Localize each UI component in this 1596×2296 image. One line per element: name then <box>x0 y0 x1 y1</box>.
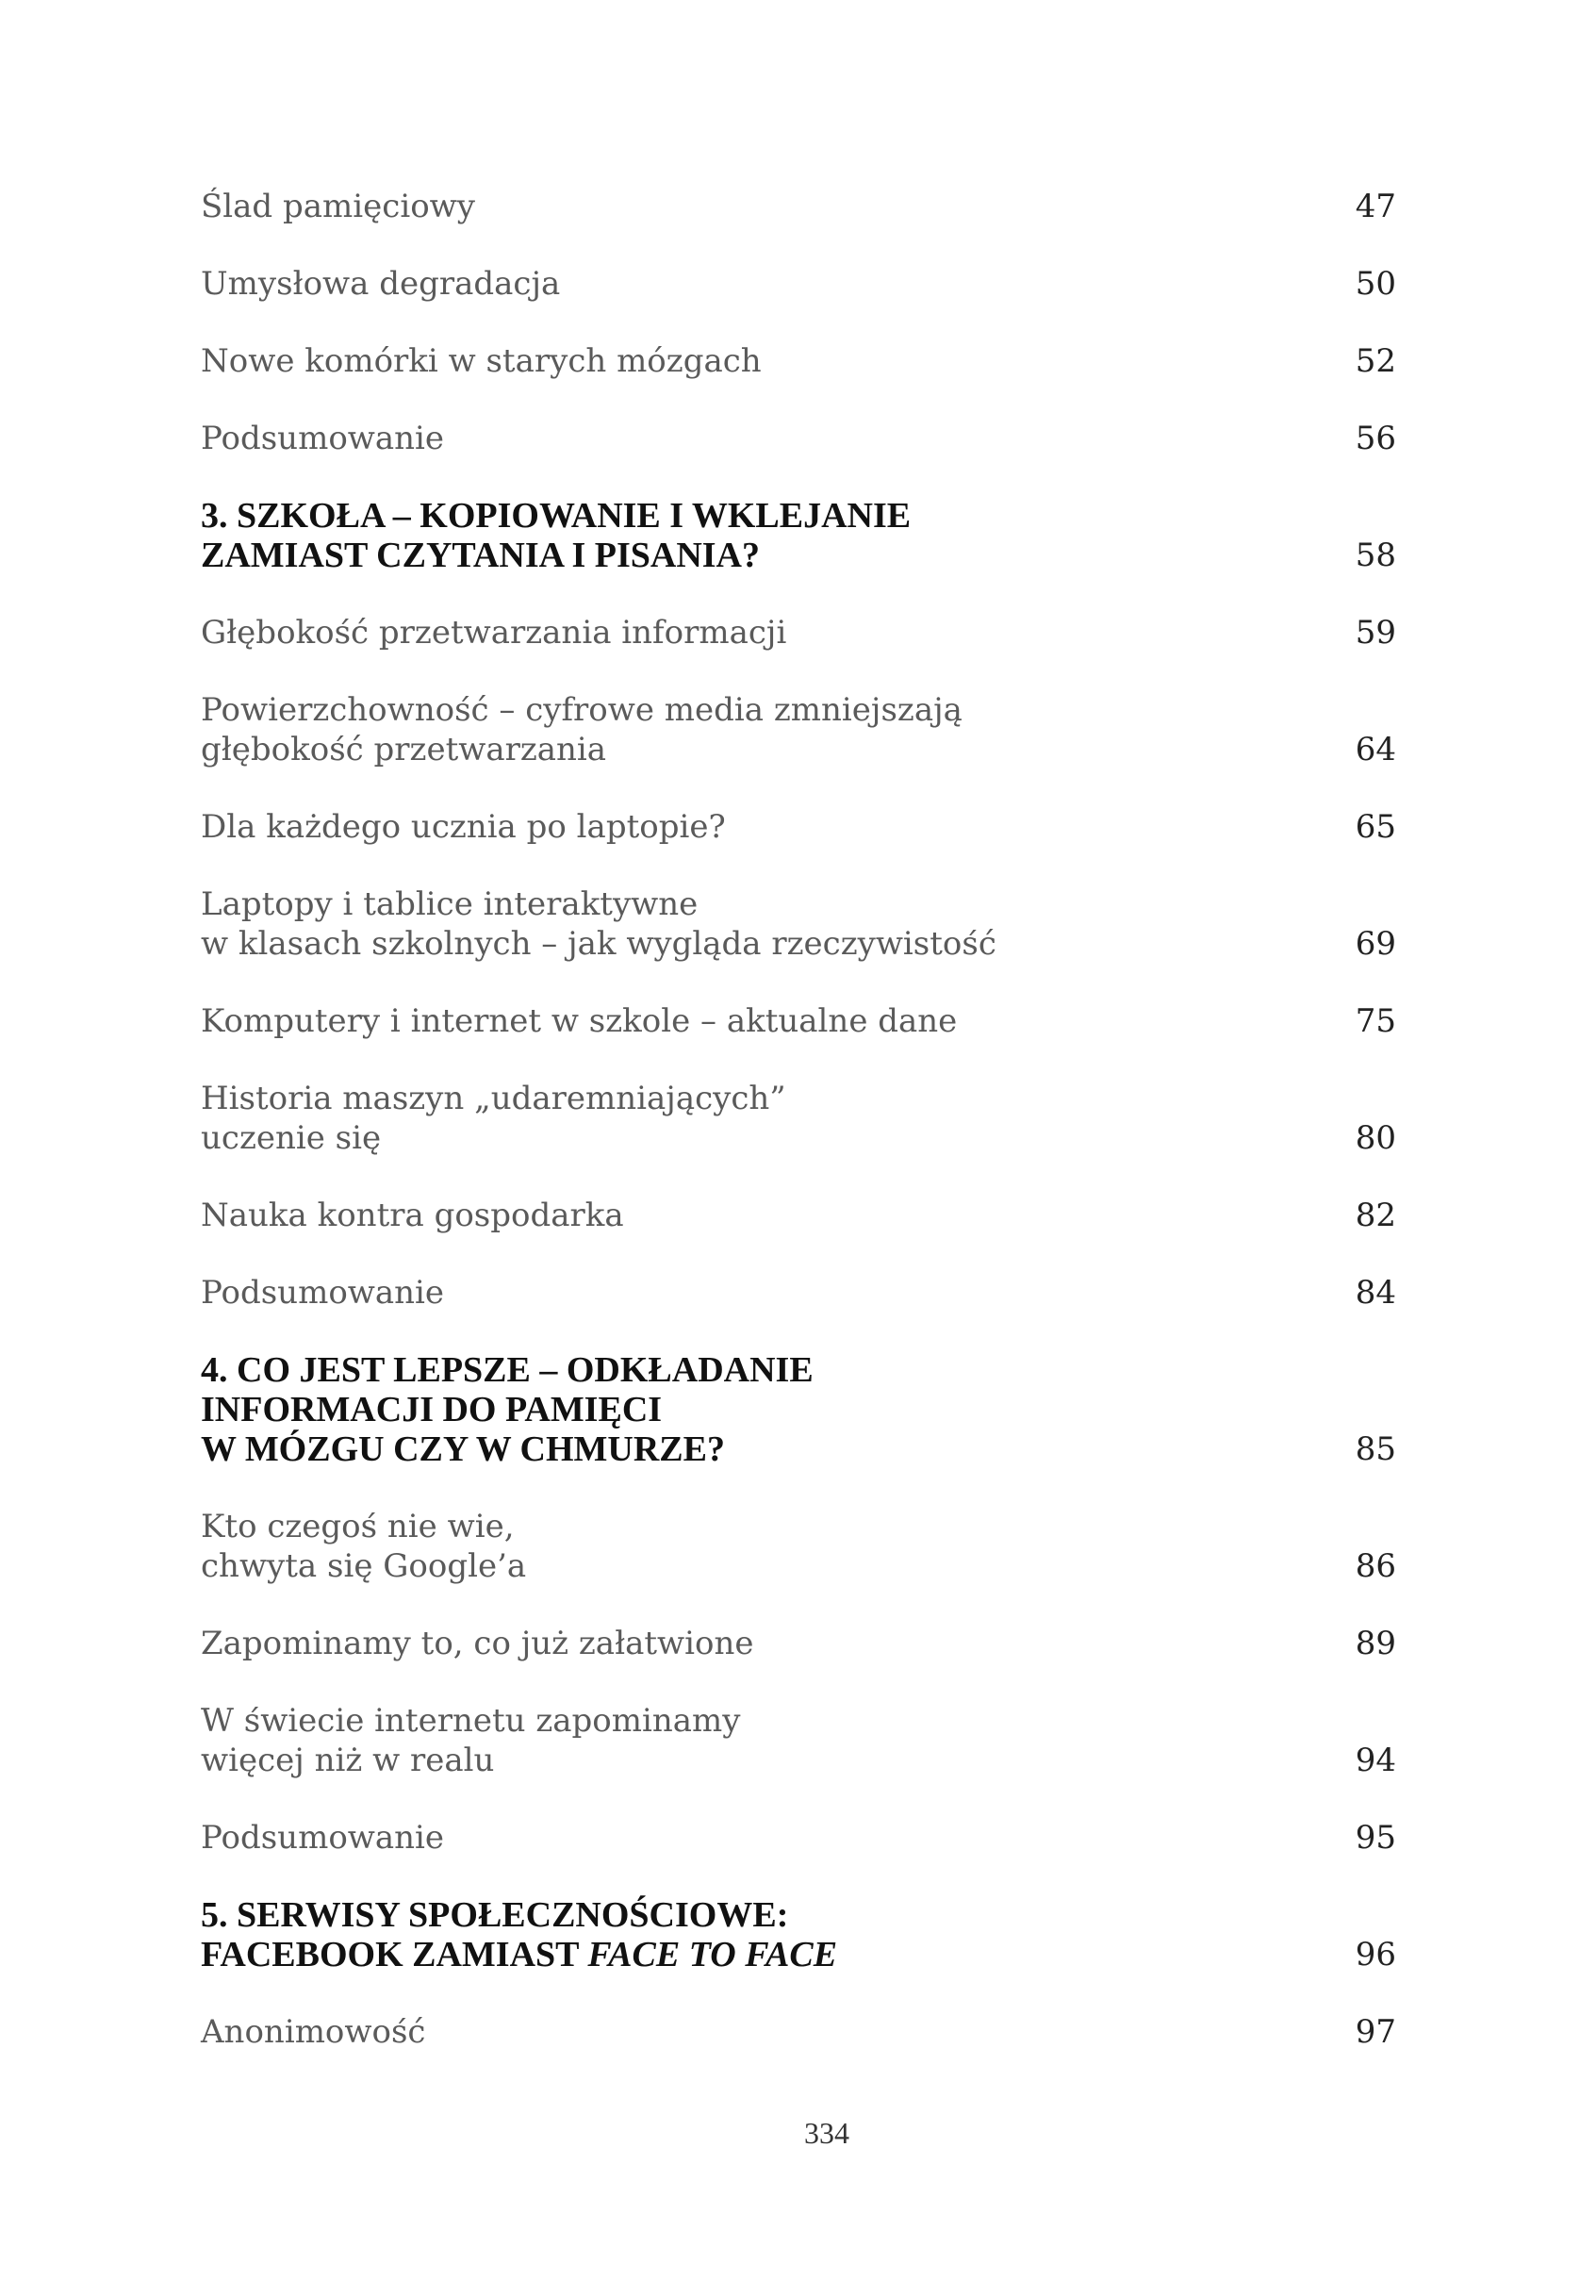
italic-phrase: FACE TO FACE <box>587 1935 838 1974</box>
toc-entry <box>201 1624 1396 1663</box>
toc-entry-title-line: chwyta się Google’a <box>201 1547 527 1585</box>
toc-entry <box>201 1701 1396 1780</box>
toc-entry-title-line: Zapominamy to, co już załatwione <box>201 1625 754 1662</box>
toc-entry-title-line: uczenie się <box>201 1119 382 1157</box>
toc-entry <box>201 1001 1396 1041</box>
toc-entry-title <box>201 1507 526 1586</box>
toc-entry-title-line: Powierzchowność – cyfrowe media zmniejszają <box>201 691 963 729</box>
toc-entry-title <box>201 690 963 769</box>
toc-entry-title <box>201 1079 786 1158</box>
toc-entry-title <box>201 1701 741 1780</box>
toc-entry <box>201 341 1396 381</box>
toc-entry-title-line: w klasach szkolnych – jak wygląda rzeczywistość <box>201 925 996 963</box>
toc-entry-page: 64 <box>1355 731 1396 768</box>
toc-entry-title <box>201 613 786 652</box>
toc-entry-title <box>201 1818 444 1858</box>
toc-entry <box>201 187 1396 226</box>
toc-entry <box>201 1818 1396 1858</box>
toc-entry-title-line: Komputery i internet w szkole – aktualne dane <box>201 1002 958 1040</box>
toc-entry-page: 84 <box>1355 1274 1396 1312</box>
page-number: 334 <box>804 2116 849 2150</box>
toc-entry <box>201 2012 1396 2052</box>
toc-entry-title-line: INFORMACJI DO PAMIĘCI <box>201 1390 663 1429</box>
toc-entry-title-line: ZAMIAST CZYTANIA I PISANIA? <box>201 536 760 575</box>
toc-entry-page: 94 <box>1355 1742 1396 1779</box>
toc-entry-title-line: Umysłowa degradacja <box>201 265 561 303</box>
toc-entry-title <box>201 419 444 458</box>
toc-entry-title <box>201 1001 957 1041</box>
toc-entry-title-line: Laptopy i tablice interaktywne <box>201 885 699 923</box>
toc-entry-title-line: więcej niż w realu <box>201 1742 495 1779</box>
toc-entry-page: 75 <box>1355 1002 1396 1040</box>
toc-entry <box>201 807 1396 847</box>
toc-entry <box>201 1079 1396 1158</box>
toc-entry-page: 86 <box>1355 1547 1396 1585</box>
toc-entry <box>201 1507 1396 1586</box>
toc-entry <box>201 884 1396 964</box>
toc-entry-title <box>201 264 560 304</box>
toc-entry-title <box>201 2012 425 2052</box>
toc-entry-page: 56 <box>1355 420 1396 457</box>
toc-chapter-entry <box>201 1895 1396 1974</box>
toc-entry-title-line: głębokość przetwarzania <box>201 731 607 768</box>
toc-entry-title <box>201 1350 814 1469</box>
toc-entry <box>201 264 1396 304</box>
toc-entry-page: 52 <box>1355 342 1396 380</box>
toc-entry-title-line: Podsumowanie <box>201 420 445 457</box>
toc-entry-page: 85 <box>1355 1430 1396 1468</box>
toc-entry-page: 65 <box>1355 808 1396 846</box>
toc-entry-title-line: 3. SZKOŁA – KOPIOWANIE I WKLEJANIE <box>201 496 912 536</box>
toc-entry-title-line: W świecie internetu zapominamy <box>201 1702 741 1740</box>
toc-entry <box>201 613 1396 652</box>
toc-entry-page: 58 <box>1355 537 1396 574</box>
toc-entry-title-line: FACEBOOK ZAMIAST FACE TO FACE <box>201 1935 838 1974</box>
toc-entry <box>201 1196 1396 1235</box>
toc-entry-title <box>201 1196 624 1235</box>
toc-entry-page: 59 <box>1355 614 1396 652</box>
toc-entry-page: 82 <box>1355 1197 1396 1234</box>
toc-entry-title <box>201 807 726 847</box>
toc-entry-page: 89 <box>1355 1625 1396 1662</box>
toc-entry <box>201 690 1396 769</box>
toc-entry-title-line: Podsumowanie <box>201 1274 445 1312</box>
toc-entry-title-line: Historia maszyn „udaremniających” <box>201 1080 786 1117</box>
toc-entry-title <box>201 1895 837 1974</box>
toc-entry-title-line: 5. SERWISY SPOŁECZNOŚCIOWE: <box>201 1895 789 1935</box>
toc-entry-title-line: 4. CO JEST LEPSZE – ODKŁADANIE <box>201 1350 814 1390</box>
toc-entry-page: 80 <box>1355 1119 1396 1157</box>
toc-entry-page: 47 <box>1355 188 1396 225</box>
toc-entry-page: 95 <box>1355 1819 1396 1857</box>
toc-chapter-entry <box>201 1350 1396 1469</box>
toc-entry-title <box>201 1273 444 1313</box>
toc-entry-title-line: Nauka kontra gospodarka <box>201 1197 624 1234</box>
toc-entry-page: 97 <box>1355 2013 1396 2051</box>
toc-entry-page: 69 <box>1355 925 1396 963</box>
toc-entry-title <box>201 187 475 226</box>
toc-entry-title-line: Nowe komórki w starych mózgach <box>201 342 762 380</box>
toc-entry-page: 50 <box>1355 265 1396 303</box>
toc-entry-title-line: Ślad pamięciowy <box>201 188 475 225</box>
toc-chapter-entry <box>201 496 1396 575</box>
toc-entry-title-line: W MÓZGU CZY W CHMURZE? <box>201 1429 725 1469</box>
toc-entry-title <box>201 341 762 381</box>
toc-entry-title <box>201 884 996 964</box>
toc-entry-title <box>201 1624 754 1663</box>
toc-entry-title-line: Anonimowość <box>201 2013 426 2051</box>
toc-entry <box>201 419 1396 458</box>
toc-entry-page: 96 <box>1355 1936 1396 1974</box>
toc-entry-title-line: Dla każdego ucznia po laptopie? <box>201 808 726 846</box>
toc-entry-title-line: Podsumowanie <box>201 1819 445 1857</box>
toc-entry-title <box>201 496 911 575</box>
table-of-contents <box>201 187 1396 2090</box>
toc-entry-title-line: Kto czegoś nie wie, <box>201 1508 515 1545</box>
toc-entry-title-line: Głębokość przetwarzania informacji <box>201 614 787 652</box>
toc-entry <box>201 1273 1396 1313</box>
